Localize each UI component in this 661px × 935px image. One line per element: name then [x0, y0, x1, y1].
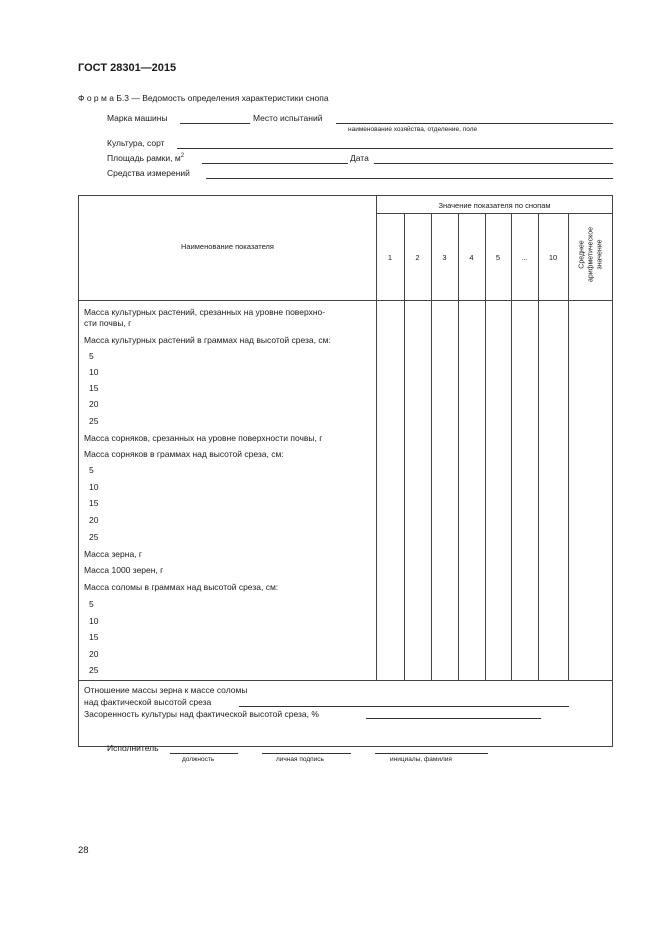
culture-label: Культура, сорт: [107, 138, 165, 148]
row-label: Масса сорняков в граммах над высотой среза, см:: [84, 449, 284, 459]
row-label: 10: [89, 482, 99, 492]
row-label: 10: [89, 616, 99, 626]
col-divider: [568, 213, 569, 680]
col-header-3: 3: [442, 253, 447, 262]
row-label: 15: [89, 498, 99, 508]
culture-line[interactable]: [177, 148, 613, 149]
row-label: 15: [89, 632, 99, 642]
col-divider: [404, 213, 405, 680]
col-divider: [376, 196, 377, 680]
frame-area-sup: 2: [180, 153, 185, 160]
col-divider: [458, 213, 459, 680]
machine-brand-label: Марка машины: [107, 113, 168, 123]
col-divider: [485, 213, 486, 680]
machine-brand-line[interactable]: [180, 123, 250, 124]
col-divider: [511, 213, 512, 680]
frame-area-line[interactable]: [202, 163, 348, 164]
header-divider: [79, 300, 613, 301]
footer-divider: [79, 680, 613, 681]
col-header-ellipsis: ...: [521, 253, 528, 262]
mean-header-line3: значение: [596, 239, 604, 270]
group-header: Значение показателя по снопам: [438, 201, 551, 210]
measuring-means-label: Средства измерений: [107, 168, 190, 178]
weediness-line[interactable]: [366, 718, 541, 719]
signature-line[interactable]: [262, 753, 351, 754]
col-divider: [431, 213, 432, 680]
form-prefix: Ф о р м а: [78, 93, 114, 103]
name-hint: инициалы, фамилия: [390, 756, 452, 763]
mean-header-line1: Среднее: [578, 240, 586, 269]
col-divider: [538, 213, 539, 680]
row-label: 20: [89, 649, 99, 659]
col-header-2: 2: [415, 253, 420, 262]
row-label: 20: [89, 515, 99, 525]
row-label: Масса соломы в граммах над высотой среза, см:: [84, 582, 279, 592]
signature-hint: личная подпись: [276, 756, 324, 763]
sheaf-table: [78, 195, 613, 747]
row-label: сти почвы, г: [84, 318, 132, 328]
row-label: Масса зерна, г: [84, 549, 142, 559]
row-label: 25: [89, 416, 99, 426]
row-label: 5: [89, 599, 94, 609]
form-title-text: Б.3 — Ведомость определения характеристики снопа: [116, 93, 329, 103]
col-header-1: 1: [387, 253, 393, 262]
row-label: 5: [89, 351, 94, 361]
col-name-header: Наименование показателя: [181, 242, 274, 251]
frame-area-label: [107, 153, 184, 163]
form-title: [78, 93, 329, 103]
col-header-4: 4: [469, 253, 474, 262]
measuring-means-line[interactable]: [206, 178, 613, 179]
col-header-5: 5: [495, 253, 501, 262]
date-line[interactable]: [374, 163, 613, 164]
footer-ratio-line2: над фактической высотой среза: [84, 697, 212, 707]
mean-header-line2: арифметическое: [587, 227, 595, 283]
row-label: Масса 1000 зерен, г: [84, 565, 164, 575]
row-label: Масса культурных растений в граммах над высотой среза, см:: [84, 335, 331, 345]
date-label: Дата: [350, 153, 369, 163]
test-place-line[interactable]: [336, 123, 613, 124]
footer-ratio-line1: Отношение массы зерна к массе соломы: [84, 685, 248, 695]
row-label: 15: [89, 383, 99, 393]
test-place-label: Место испытаний: [253, 113, 323, 123]
ratio-line[interactable]: [239, 706, 569, 707]
row-label: 25: [89, 665, 99, 675]
name-line[interactable]: [375, 753, 488, 754]
row-label: 5: [89, 465, 94, 475]
row-label: 25: [89, 532, 99, 542]
row-label: 10: [89, 367, 99, 377]
page-number: 28: [78, 845, 89, 856]
row-label: 20: [89, 399, 99, 409]
executor-label: Исполнитель: [107, 743, 159, 753]
footer-weediness: Засоренность культуры над фактической высотой среза, %: [84, 709, 319, 719]
row-label: Масса культурных растений, срезанных на уровне поверхно-: [84, 307, 326, 317]
test-place-hint: наименование хозяйства, отделение, поле: [348, 126, 478, 133]
row-label: Масса сорняков, срезанных на уровне поверхности почвы, г: [84, 433, 323, 443]
col-header-10: 10: [548, 253, 558, 262]
frame-area-text: Площадь рамки, м: [107, 153, 181, 163]
mean-header: [578, 215, 605, 295]
position-hint: должность: [182, 756, 215, 763]
standard-number: ГОСТ 28301—2015: [78, 62, 177, 74]
position-line[interactable]: [170, 753, 238, 754]
